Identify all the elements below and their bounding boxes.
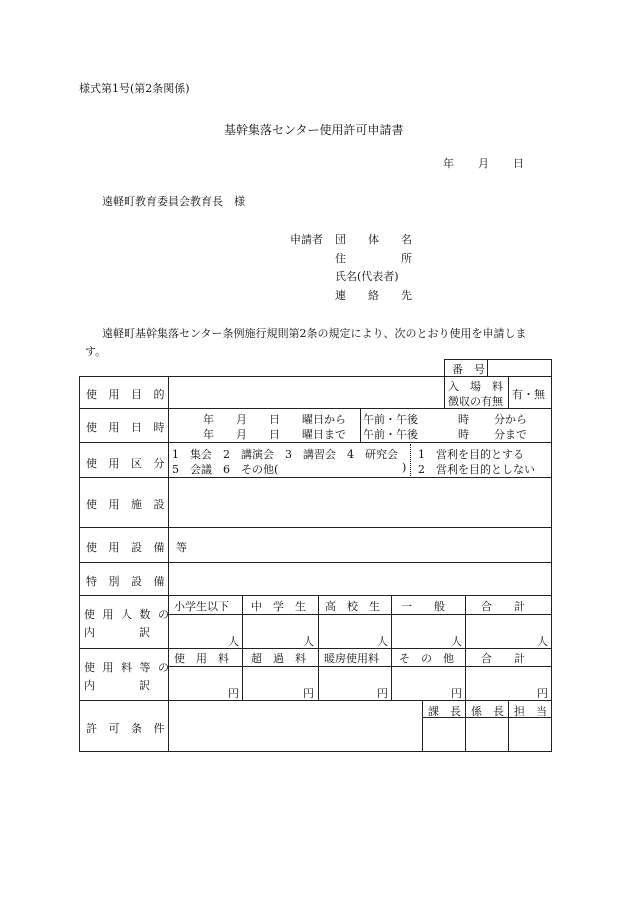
- applicant-heading: 申請者: [290, 233, 323, 246]
- people-unit-high[interactable]: 人: [377, 635, 388, 648]
- special-equipment-label: 特 別 設 備: [86, 575, 169, 588]
- category-other-close: ): [402, 461, 407, 474]
- admission-fee-label-2: 徴収の有無: [448, 395, 503, 408]
- datetime-from-hour[interactable]: 時: [458, 413, 469, 426]
- admission-fee-choice[interactable]: 有・無: [512, 388, 545, 401]
- datetime-from-date[interactable]: 年 月 日 曜日から: [203, 413, 346, 426]
- permit-conditions-label: 許 可 条 件: [86, 722, 169, 735]
- fees-unit-total[interactable]: 円: [537, 687, 548, 700]
- stamp-header-staff: 担 当: [514, 705, 547, 718]
- equipment-field[interactable]: [169, 528, 551, 562]
- people-label-1: 使 用 人 数 の: [84, 608, 171, 621]
- stamp-box-section-chief[interactable]: [423, 718, 465, 751]
- fees-header-overtime: 超 過 料: [251, 652, 306, 665]
- permit-conditions-field[interactable]: [169, 701, 421, 751]
- fees-unit-heating[interactable]: 円: [377, 687, 388, 700]
- stamp-header-section-chief: 課 長: [428, 705, 461, 718]
- fees-unit-overtime[interactable]: 円: [303, 687, 314, 700]
- datetime-from-ampm[interactable]: 午前・午後: [363, 413, 418, 426]
- date-month: 月: [478, 157, 489, 170]
- facility-label: 使 用 施 設: [86, 498, 169, 511]
- special-equipment-field[interactable]: [169, 563, 551, 595]
- people-header-general: 一 般: [401, 600, 445, 613]
- stamp-box-subsection-chief[interactable]: [466, 718, 508, 751]
- datetime-from-minute[interactable]: 分から: [494, 413, 527, 426]
- datetime-to-hour[interactable]: 時: [458, 428, 469, 441]
- fees-unit-usage[interactable]: 円: [228, 687, 239, 700]
- fees-header-heating: 暖房使用料: [324, 652, 379, 665]
- fees-header-total: 合 計: [481, 652, 525, 665]
- category-options-line1[interactable]: 1 集会 2 講演会 3 講習会 4 研究会: [172, 448, 398, 461]
- people-unit-junior[interactable]: 人: [303, 635, 314, 648]
- datetime-to-ampm[interactable]: 午前・午後: [363, 428, 418, 441]
- date-day: 日: [513, 157, 524, 170]
- fees-header-usage: 使 用 料: [174, 652, 229, 665]
- profit-option-1[interactable]: 1 営利を目的とする: [418, 448, 524, 461]
- stamp-header-subsection-chief: 係 長: [471, 705, 504, 718]
- people-header-total: 合 計: [481, 600, 525, 613]
- date-year: 年: [443, 157, 454, 170]
- applicant-address: 住 所: [335, 252, 412, 265]
- people-unit-total[interactable]: 人: [537, 635, 548, 648]
- people-label-2: 内 訳: [84, 626, 150, 639]
- addressee: 遠軽町教育委員会教育長 様: [102, 195, 245, 208]
- category-options-line2[interactable]: 5 会議 6 その他(: [172, 463, 279, 476]
- admission-fee-label-1: 入 場 料: [448, 380, 503, 393]
- people-header-junior: 中 学 生: [251, 600, 306, 613]
- applicant-contact: 連 絡 先: [335, 289, 412, 302]
- body-text-line1: 遠軽町基幹集落センター条例施行規則第2条の規定により、次のとおり使用を申請しま: [102, 327, 527, 340]
- body-text-line2: す。: [85, 345, 107, 358]
- fees-label-1: 使 用 料 等 の: [84, 661, 171, 674]
- datetime-to-date[interactable]: 年 月 日 曜日まで: [203, 428, 346, 441]
- datetime-to-minute[interactable]: 分まで: [494, 428, 527, 441]
- facility-field[interactable]: [169, 478, 551, 527]
- applicant-representative: 氏名(代表者): [335, 270, 399, 283]
- stamp-box-staff[interactable]: [509, 718, 551, 751]
- people-unit-elementary[interactable]: 人: [228, 635, 239, 648]
- number-field[interactable]: [488, 360, 551, 375]
- applicant-group-name: 団 体 名: [335, 233, 412, 246]
- fees-header-other: そ の 他: [399, 652, 454, 665]
- fees-unit-other[interactable]: 円: [451, 687, 462, 700]
- equipment-label: 使 用 設 備 等: [86, 541, 191, 554]
- people-unit-general[interactable]: 人: [451, 635, 462, 648]
- page-title: 基幹集落センター使用許可申請書: [224, 123, 404, 137]
- purpose-field[interactable]: [169, 377, 444, 408]
- fees-label-2: 内 訳: [84, 679, 150, 692]
- form-number: 様式第1号(第2条関係): [79, 82, 190, 95]
- purpose-label: 使 用 目 的: [86, 388, 169, 401]
- profit-option-2[interactable]: 2 営利を目的としない: [418, 463, 535, 476]
- datetime-label: 使 用 日 時: [86, 421, 169, 434]
- people-header-elementary: 小学生以下: [174, 600, 229, 613]
- category-label: 使 用 区 分: [86, 457, 169, 470]
- people-header-high: 高 校 生: [325, 600, 380, 613]
- number-label: 番 号: [452, 363, 485, 376]
